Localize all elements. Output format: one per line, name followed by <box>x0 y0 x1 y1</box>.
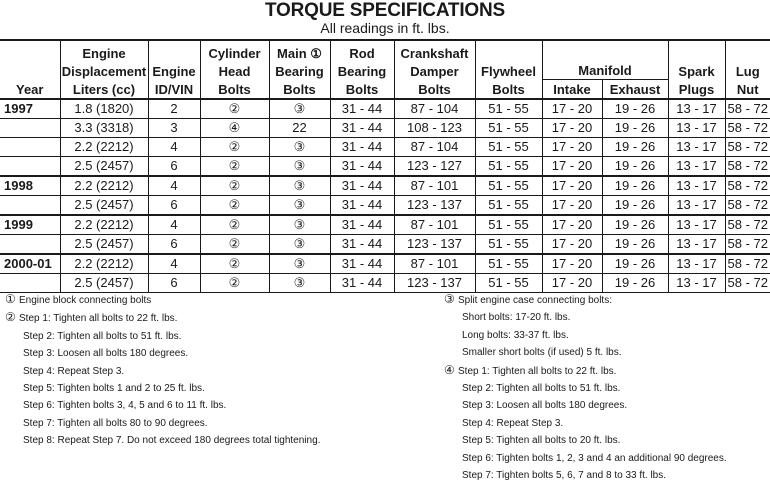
cell-spark: 13 - 17 <box>668 215 725 235</box>
header-head-2: Head <box>200 62 269 80</box>
cell-exhaust: 19 - 26 <box>602 157 668 177</box>
note-1-text: Engine block connecting bolts <box>19 295 152 306</box>
header-main-3: Bolts <box>269 80 330 100</box>
cell-disp: 2.5 (2457) <box>60 274 148 293</box>
cell-spark: 13 - 17 <box>668 196 725 216</box>
table-row <box>0 274 770 293</box>
cell-id: 6 <box>148 196 200 216</box>
cell-disp: 2.2 (2212) <box>60 215 148 235</box>
header-lug-blank <box>725 40 770 62</box>
cell-head: ② <box>200 138 269 157</box>
note-4-step-7: Step 7: Tighten bolts 5, 6, 7 and 8 to 33 ft. lbs. <box>462 470 667 482</box>
cell-disp: 2.5 (2457) <box>60 235 148 255</box>
note-3-item-3: Smaller short bolts (if used) 5 ft. lbs. <box>462 347 622 359</box>
header-head-1: Cylinder <box>200 40 269 62</box>
cell-id: 2 <box>148 99 200 119</box>
cell-rod: 31 - 44 <box>330 254 394 274</box>
cell-fly: 51 - 55 <box>475 235 542 255</box>
cell-exhaust: 19 - 26 <box>602 274 668 293</box>
cell-year: 2000-01 <box>4 256 52 271</box>
note-2-step-4: Step 4: Repeat Step 3. <box>23 365 125 377</box>
cell-year <box>0 274 60 293</box>
cell-disp: 1.8 (1820) <box>60 99 148 119</box>
cell-rod: 31 - 44 <box>330 196 394 216</box>
cell-damper: 108 - 123 <box>394 119 475 138</box>
header-exhaust: Exhaust <box>602 80 668 100</box>
cell-lug: 58 - 72 <box>725 176 770 196</box>
note-2-step-2: Step 2: Tighten all bolts to 51 ft. lbs. <box>23 330 182 342</box>
cell-id: 4 <box>148 138 200 157</box>
header-head-3: Bolts <box>200 80 269 100</box>
header-disp-1: Engine <box>60 40 148 62</box>
cell-disp: 2.2 (2212) <box>60 138 148 157</box>
cell-intake: 17 - 20 <box>542 254 602 274</box>
cell-fly: 51 - 55 <box>475 138 542 157</box>
table-row <box>0 119 770 138</box>
cell-main: 22 <box>269 119 330 138</box>
notes-right <box>444 291 764 484</box>
header-fly-2: Bolts <box>475 80 542 100</box>
note-4-step-4: Step 4: Repeat Step 3. <box>462 417 564 429</box>
note-2-step-7: Step 7: Tighten all bolts 80 to 90 degrees. <box>23 417 208 429</box>
note-2-step-3: Step 3: Loosen all bolts 180 degrees. <box>23 348 189 360</box>
cell-year: 1998 <box>4 178 33 193</box>
cell-exhaust: 19 - 26 <box>602 215 668 235</box>
header-disp-2: Displacement <box>61 63 147 79</box>
cell-disp: 2.2 (2212) <box>60 176 148 196</box>
cell-id: 6 <box>148 157 200 177</box>
table-row <box>0 157 770 177</box>
cell-lug: 58 - 72 <box>725 99 770 119</box>
header-main-1: Main ① <box>269 40 330 62</box>
cell-fly: 51 - 55 <box>475 157 542 177</box>
note-1-marker: ① <box>5 292 16 306</box>
note-2-step-5: Step 5: Tighten bolts 1 and 2 to 25 ft. lbs. <box>23 383 205 395</box>
note-2-step-1: Step 1: Tighten all bolts to 22 ft. lbs. <box>19 313 178 325</box>
cell-damper: 123 - 137 <box>394 196 475 216</box>
table-row <box>0 176 770 196</box>
cell-main: ③ <box>269 254 330 274</box>
cell-exhaust: 19 - 26 <box>602 196 668 216</box>
note-2 <box>5 309 425 327</box>
cell-id: 6 <box>148 235 200 255</box>
cell-disp: 2.5 (2457) <box>60 196 148 216</box>
header-damper-3: Bolts <box>394 80 475 100</box>
note-2-step-8: Step 8: Repeat Step 7. Do not exceed 180 degrees total tightening. <box>23 435 321 447</box>
cell-fly: 51 - 55 <box>475 196 542 216</box>
cell-head: ② <box>200 157 269 177</box>
cell-damper: 87 - 101 <box>394 254 475 274</box>
cell-intake: 17 - 20 <box>542 176 602 196</box>
note-3-item-1: Short bolts: 17-20 ft. lbs. <box>462 312 571 324</box>
cell-main: ③ <box>269 157 330 177</box>
header-rod-2: Bearing <box>330 62 394 80</box>
cell-head: ② <box>200 274 269 293</box>
cell-rod: 31 - 44 <box>330 215 394 235</box>
table-row <box>0 99 770 119</box>
cell-damper: 87 - 101 <box>394 215 475 235</box>
cell-year <box>0 138 60 157</box>
header-intake: Intake <box>542 80 602 100</box>
header-lug-1: Lug <box>725 62 770 80</box>
cell-year: 1999 <box>4 217 33 232</box>
cell-id: 6 <box>148 274 200 293</box>
header-damper-2: Damper <box>394 62 475 80</box>
cell-intake: 17 - 20 <box>542 196 602 216</box>
table-row <box>0 196 770 216</box>
note-3-item-2: Long bolts: 33-37 ft. lbs. <box>462 329 569 341</box>
cell-head: ② <box>200 235 269 255</box>
cell-damper: 87 - 101 <box>394 176 475 196</box>
header-damper-1: Crankshaft <box>394 40 475 62</box>
cell-disp: 2.2 (2212) <box>60 254 148 274</box>
header-fly-blank <box>475 40 542 62</box>
table-row <box>0 235 770 255</box>
cell-year: 1997 <box>4 101 33 116</box>
cell-head: ④ <box>200 119 269 138</box>
cell-id: 4 <box>148 176 200 196</box>
cell-main: ③ <box>269 138 330 157</box>
header-fly-1: Flywheel <box>475 62 542 80</box>
table-row <box>0 138 770 157</box>
cell-main: ③ <box>269 274 330 293</box>
cell-head: ② <box>200 254 269 274</box>
cell-intake: 17 - 20 <box>542 138 602 157</box>
cell-id: 4 <box>148 215 200 235</box>
cell-rod: 31 - 44 <box>330 99 394 119</box>
header-rod-3: Bolts <box>330 80 394 100</box>
note-1 <box>5 291 425 309</box>
header-id-2: ID/VIN <box>148 80 200 100</box>
cell-intake: 17 - 20 <box>542 274 602 293</box>
cell-lug: 58 - 72 <box>725 274 770 293</box>
cell-head: ② <box>200 99 269 119</box>
table-row <box>0 254 770 274</box>
cell-rod: 31 - 44 <box>330 235 394 255</box>
cell-lug: 58 - 72 <box>725 215 770 235</box>
cell-fly: 51 - 55 <box>475 119 542 138</box>
note-4 <box>444 362 764 380</box>
cell-rod: 31 - 44 <box>330 274 394 293</box>
page-subtitle: All readings in ft. lbs. <box>320 20 450 36</box>
header-id-blank <box>148 40 200 62</box>
header-year: Year <box>0 80 60 100</box>
cell-main: ③ <box>269 215 330 235</box>
cell-main: ③ <box>269 176 330 196</box>
header-disp-3: Liters (cc) <box>60 80 148 100</box>
cell-year <box>0 196 60 216</box>
cell-head: ② <box>200 176 269 196</box>
note-4-step-2: Step 2: Tighten all bolts to 51 ft. lbs. <box>462 383 621 395</box>
cell-rod: 31 - 44 <box>330 157 394 177</box>
cell-fly: 51 - 55 <box>475 176 542 196</box>
cell-head: ② <box>200 215 269 235</box>
header-year-blank2 <box>0 62 60 80</box>
table-row <box>0 215 770 235</box>
cell-fly: 51 - 55 <box>475 274 542 293</box>
cell-fly: 51 - 55 <box>475 254 542 274</box>
cell-spark: 13 - 17 <box>668 138 725 157</box>
cell-id: 4 <box>148 254 200 274</box>
note-3-text: Split engine case connecting bolts: <box>458 295 612 306</box>
header-lug-2: Nut <box>725 80 770 100</box>
note-3 <box>444 291 764 309</box>
cell-main: ③ <box>269 99 330 119</box>
cell-spark: 13 - 17 <box>668 119 725 138</box>
cell-disp: 2.5 (2457) <box>60 157 148 177</box>
cell-intake: 17 - 20 <box>542 119 602 138</box>
cell-spark: 13 - 17 <box>668 157 725 177</box>
cell-intake: 17 - 20 <box>542 215 602 235</box>
header-id-1: Engine <box>148 62 200 80</box>
cell-lug: 58 - 72 <box>725 196 770 216</box>
header-main-2: Bearing <box>269 62 330 80</box>
cell-spark: 13 - 17 <box>668 235 725 255</box>
note-4-step-5: Step 5: Tighten all bolts to 20 ft. lbs. <box>462 435 621 447</box>
cell-spark: 13 - 17 <box>668 254 725 274</box>
cell-rod: 31 - 44 <box>330 176 394 196</box>
note-3-marker: ③ <box>444 292 455 306</box>
cell-damper: 87 - 104 <box>394 138 475 157</box>
cell-year <box>0 119 60 138</box>
cell-disp: 3.3 (3318) <box>60 119 148 138</box>
cell-exhaust: 19 - 26 <box>602 176 668 196</box>
header-spark-2: Plugs <box>668 80 725 100</box>
cell-rod: 31 - 44 <box>330 119 394 138</box>
cell-lug: 58 - 72 <box>725 235 770 255</box>
cell-spark: 13 - 17 <box>668 176 725 196</box>
cell-damper: 123 - 127 <box>394 157 475 177</box>
cell-id: 3 <box>148 119 200 138</box>
cell-lug: 58 - 72 <box>725 157 770 177</box>
cell-year <box>0 235 60 255</box>
cell-head: ② <box>200 196 269 216</box>
cell-damper: 123 - 137 <box>394 274 475 293</box>
header-spark-1: Spark <box>668 62 725 80</box>
torque-table-body <box>0 99 770 293</box>
note-4-step-6: Step 6: Tighten bolts 1, 2, 3 and 4 an additional 90 degrees. <box>462 452 727 464</box>
cell-rod: 31 - 44 <box>330 138 394 157</box>
note-4-step-1: Step 1: Tighten all bolts to 22 ft. lbs. <box>458 365 617 377</box>
cell-damper: 123 - 137 <box>394 235 475 255</box>
cell-lug: 58 - 72 <box>725 138 770 157</box>
cell-lug: 58 - 72 <box>725 254 770 274</box>
header-rod-1: Rod <box>330 40 394 62</box>
cell-main: ③ <box>269 235 330 255</box>
header-spark-blank <box>668 40 725 62</box>
cell-exhaust: 19 - 26 <box>602 99 668 119</box>
note-2-step-6: Step 6: Tighten bolts 3, 4, 5 and 6 to 11 ft. lbs. <box>23 400 227 412</box>
cell-damper: 87 - 104 <box>394 99 475 119</box>
cell-intake: 17 - 20 <box>542 157 602 177</box>
notes-left <box>5 291 425 450</box>
header-manifold-blank <box>542 40 668 62</box>
cell-year <box>0 157 60 177</box>
cell-exhaust: 19 - 26 <box>602 138 668 157</box>
cell-intake: 17 - 20 <box>542 235 602 255</box>
header-manifold: Manifold <box>542 62 668 80</box>
note-4-step-3: Step 3: Loosen all bolts 180 degrees. <box>462 400 628 412</box>
cell-exhaust: 19 - 26 <box>602 235 668 255</box>
note-4-marker: ④ <box>444 362 455 377</box>
torque-table <box>0 39 770 293</box>
cell-spark: 13 - 17 <box>668 274 725 293</box>
cell-spark: 13 - 17 <box>668 99 725 119</box>
cell-main: ③ <box>269 196 330 216</box>
cell-exhaust: 19 - 26 <box>602 119 668 138</box>
note-2-marker: ② <box>5 310 16 325</box>
cell-exhaust: 19 - 26 <box>602 254 668 274</box>
cell-intake: 17 - 20 <box>542 99 602 119</box>
header-year-blank <box>0 40 60 62</box>
cell-lug: 58 - 72 <box>725 119 770 138</box>
cell-fly: 51 - 55 <box>475 215 542 235</box>
cell-fly: 51 - 55 <box>475 99 542 119</box>
page-title: TORQUE SPECIFICATIONS <box>264 0 505 21</box>
